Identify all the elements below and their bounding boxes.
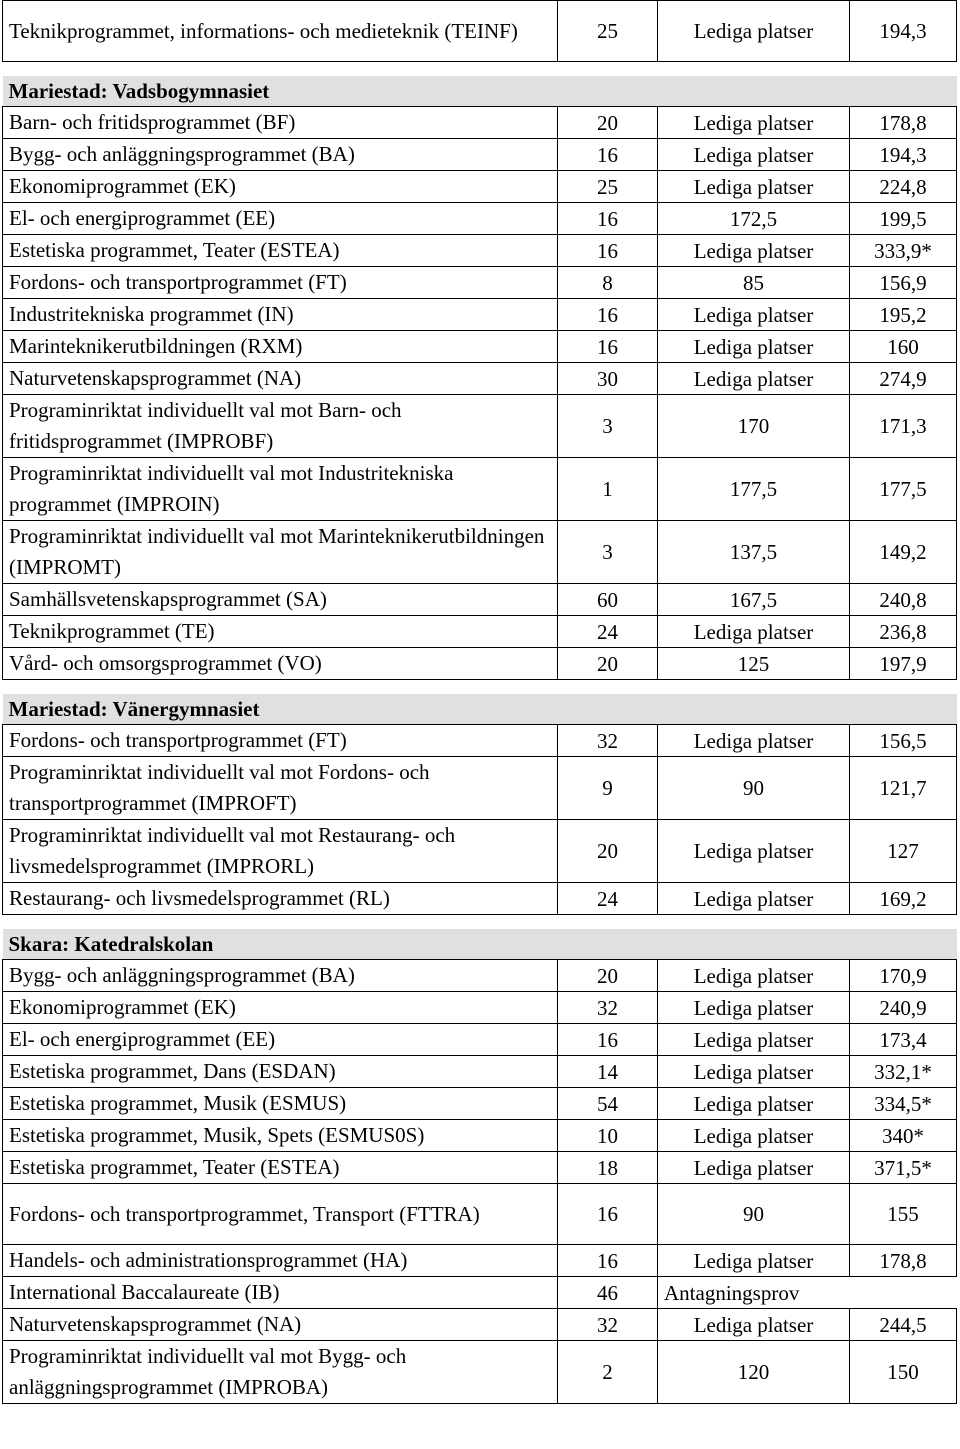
places-count-cell: 25 (558, 171, 658, 203)
median-score-cell: 371,5* (850, 1152, 957, 1184)
table-row (3, 883, 957, 915)
min-score-cell: Lediga platser (658, 1024, 850, 1056)
median-score-cell: 169,2 (850, 883, 957, 915)
min-score-cell: 125 (658, 648, 850, 680)
section-spacer (3, 680, 957, 695)
table-row (3, 1277, 957, 1309)
program-name-cell: Teknikprogrammet (TE) (3, 616, 558, 648)
program-name-cell: Programinriktat individuellt val mot Barn- och fritidsprogrammet (IMPROBF) (3, 395, 558, 458)
places-count-cell: 60 (558, 584, 658, 616)
min-score-cell: Lediga platser (658, 883, 850, 915)
median-score-cell: 197,9 (850, 648, 957, 680)
table-row (3, 616, 957, 648)
median-score-cell: 160 (850, 331, 957, 363)
min-score-cell: Lediga platser (658, 1309, 850, 1341)
program-name-cell: Industritekniska programmet (IN) (3, 299, 558, 331)
table-row (3, 1152, 957, 1184)
program-name-cell: Restaurang- och livsmedelsprogrammet (RL) (3, 883, 558, 915)
min-score-cell: Lediga platser (658, 107, 850, 139)
places-count-cell: 20 (558, 820, 658, 883)
places-count-cell: 20 (558, 960, 658, 992)
median-score-cell: 244,5 (850, 1309, 957, 1341)
admissions-document (2, 0, 958, 1404)
program-name-cell: Programinriktat individuellt val mot Fordons- och transportprogrammet (IMPROFT) (3, 757, 558, 820)
table-row (3, 107, 957, 139)
table-row (3, 1056, 957, 1088)
median-score-cell: 199,5 (850, 203, 957, 235)
min-score-cell: Lediga platser (658, 992, 850, 1024)
table-row (3, 363, 957, 395)
admissions-table-body (3, 1, 957, 1404)
table-row (3, 267, 957, 299)
table-row (3, 1120, 957, 1152)
places-count-cell: 20 (558, 107, 658, 139)
median-score-cell: 274,9 (850, 363, 957, 395)
program-name-cell: El- och energiprogrammet (EE) (3, 1024, 558, 1056)
table-row (3, 139, 957, 171)
min-score-cell: 172,5 (658, 203, 850, 235)
table-row (3, 331, 957, 363)
median-score-cell: 121,7 (850, 757, 957, 820)
median-score-cell: 127 (850, 820, 957, 883)
program-name-cell: Bygg- och anläggningsprogrammet (BA) (3, 139, 558, 171)
places-count-cell: 8 (558, 267, 658, 299)
table-row (3, 584, 957, 616)
median-score-cell: 177,5 (850, 458, 957, 521)
program-name-cell: Fordons- och transportprogrammet, Transport (FTTRA) (3, 1184, 558, 1245)
table-row (3, 299, 957, 331)
school-heading: Mariestad: Vadsbogymnasiet (3, 76, 957, 107)
min-score-cell: 90 (658, 1184, 850, 1245)
places-count-cell: 3 (558, 395, 658, 458)
places-count-cell: 16 (558, 1184, 658, 1245)
median-score-cell: 340* (850, 1120, 957, 1152)
school-heading-row (3, 76, 957, 107)
median-score-cell: 194,3 (850, 139, 957, 171)
table-row (3, 960, 957, 992)
admission-note-cell: Antagningsprov (658, 1277, 957, 1309)
places-count-cell: 3 (558, 521, 658, 584)
places-count-cell: 10 (558, 1120, 658, 1152)
places-count-cell: 25 (558, 1, 658, 62)
min-score-cell: 167,5 (658, 584, 850, 616)
min-score-cell: Lediga platser (658, 139, 850, 171)
places-count-cell: 16 (558, 235, 658, 267)
min-score-cell: Lediga platser (658, 1152, 850, 1184)
program-name-cell: Fordons- och transportprogrammet (FT) (3, 267, 558, 299)
min-score-cell: Lediga platser (658, 299, 850, 331)
table-row (3, 648, 957, 680)
program-name-cell: Bygg- och anläggningsprogrammet (BA) (3, 960, 558, 992)
median-score-cell: 240,9 (850, 992, 957, 1024)
table-row (3, 458, 957, 521)
median-score-cell: 156,5 (850, 725, 957, 757)
program-name-cell: Estetiska programmet, Musik (ESMUS) (3, 1088, 558, 1120)
min-score-cell: 177,5 (658, 458, 850, 521)
min-score-cell: Lediga platser (658, 1088, 850, 1120)
places-count-cell: 46 (558, 1277, 658, 1309)
median-score-cell: 236,8 (850, 616, 957, 648)
min-score-cell: Lediga platser (658, 235, 850, 267)
min-score-cell: Lediga platser (658, 363, 850, 395)
places-count-cell: 24 (558, 883, 658, 915)
program-name-cell: Ekonomiprogrammet (EK) (3, 992, 558, 1024)
places-count-cell: 9 (558, 757, 658, 820)
min-score-cell: Lediga platser (658, 171, 850, 203)
table-row (3, 1341, 957, 1404)
table-row (3, 1184, 957, 1245)
places-count-cell: 24 (558, 616, 658, 648)
section-spacer (3, 62, 957, 77)
places-count-cell: 32 (558, 725, 658, 757)
min-score-cell: 137,5 (658, 521, 850, 584)
min-score-cell: Lediga platser (658, 616, 850, 648)
program-name-cell: Marinteknikerutbildningen (RXM) (3, 331, 558, 363)
min-score-cell: 120 (658, 1341, 850, 1404)
places-count-cell: 18 (558, 1152, 658, 1184)
admissions-table (2, 0, 957, 1404)
program-name-cell: Vård- och omsorgsprogrammet (VO) (3, 648, 558, 680)
min-score-cell: Lediga platser (658, 1, 850, 62)
min-score-cell: Lediga platser (658, 331, 850, 363)
section-spacer (3, 915, 957, 930)
min-score-cell: Lediga platser (658, 960, 850, 992)
table-row (3, 1, 957, 62)
places-count-cell: 54 (558, 1088, 658, 1120)
program-name-cell: Estetiska programmet, Teater (ESTEA) (3, 1152, 558, 1184)
table-row (3, 757, 957, 820)
table-row (3, 725, 957, 757)
places-count-cell: 16 (558, 1245, 658, 1277)
table-row (3, 1088, 957, 1120)
program-name-cell: Teknikprogrammet, informations- och medieteknik (TEINF) (3, 1, 558, 62)
program-name-cell: International Baccalaureate (IB) (3, 1277, 558, 1309)
program-name-cell: Barn- och fritidsprogrammet (BF) (3, 107, 558, 139)
places-count-cell: 1 (558, 458, 658, 521)
median-score-cell: 334,5* (850, 1088, 957, 1120)
median-score-cell: 149,2 (850, 521, 957, 584)
median-score-cell: 171,3 (850, 395, 957, 458)
min-score-cell: Lediga platser (658, 1120, 850, 1152)
program-name-cell: Programinriktat individuellt val mot Bygg- och anläggningsprogrammet (IMPROBA) (3, 1341, 558, 1404)
table-row (3, 203, 957, 235)
median-score-cell: 332,1* (850, 1056, 957, 1088)
program-name-cell: Samhällsvetenskapsprogrammet (SA) (3, 584, 558, 616)
places-count-cell: 16 (558, 139, 658, 171)
median-score-cell: 240,8 (850, 584, 957, 616)
school-heading: Skara: Katedralskolan (3, 929, 957, 960)
median-score-cell: 178,8 (850, 107, 957, 139)
program-name-cell: Naturvetenskapsprogrammet (NA) (3, 363, 558, 395)
min-score-cell: Lediga platser (658, 725, 850, 757)
school-heading: Mariestad: Vänergymnasiet (3, 694, 957, 725)
table-row (3, 1024, 957, 1056)
min-score-cell: Lediga platser (658, 820, 850, 883)
places-count-cell: 2 (558, 1341, 658, 1404)
median-score-cell: 150 (850, 1341, 957, 1404)
program-name-cell: Estetiska programmet, Musik, Spets (ESMUS0S) (3, 1120, 558, 1152)
program-name-cell: Naturvetenskapsprogrammet (NA) (3, 1309, 558, 1341)
median-score-cell: 155 (850, 1184, 957, 1245)
min-score-cell: 85 (658, 267, 850, 299)
median-score-cell: 224,8 (850, 171, 957, 203)
min-score-cell: Lediga platser (658, 1245, 850, 1277)
program-name-cell: Estetiska programmet, Dans (ESDAN) (3, 1056, 558, 1088)
places-count-cell: 16 (558, 203, 658, 235)
table-row (3, 171, 957, 203)
program-name-cell: Ekonomiprogrammet (EK) (3, 171, 558, 203)
places-count-cell: 32 (558, 1309, 658, 1341)
places-count-cell: 16 (558, 331, 658, 363)
school-heading-row (3, 929, 957, 960)
median-score-cell: 333,9* (850, 235, 957, 267)
table-row (3, 1245, 957, 1277)
places-count-cell: 30 (558, 363, 658, 395)
program-name-cell: Estetiska programmet, Teater (ESTEA) (3, 235, 558, 267)
table-row (3, 992, 957, 1024)
median-score-cell: 194,3 (850, 1, 957, 62)
places-count-cell: 20 (558, 648, 658, 680)
median-score-cell: 178,8 (850, 1245, 957, 1277)
program-name-cell: Fordons- och transportprogrammet (FT) (3, 725, 558, 757)
min-score-cell: 170 (658, 395, 850, 458)
table-row (3, 1309, 957, 1341)
program-name-cell: Programinriktat individuellt val mot Industritekniska programmet (IMPROIN) (3, 458, 558, 521)
places-count-cell: 32 (558, 992, 658, 1024)
median-score-cell: 195,2 (850, 299, 957, 331)
program-name-cell: Programinriktat individuellt val mot Restaurang- och livsmedelsprogrammet (IMPRORL) (3, 820, 558, 883)
min-score-cell: Lediga platser (658, 1056, 850, 1088)
school-heading-row (3, 694, 957, 725)
table-row (3, 235, 957, 267)
program-name-cell: Programinriktat individuellt val mot Marinteknikerutbildningen (IMPROMT) (3, 521, 558, 584)
median-score-cell: 170,9 (850, 960, 957, 992)
table-row (3, 395, 957, 458)
median-score-cell: 173,4 (850, 1024, 957, 1056)
table-row (3, 521, 957, 584)
program-name-cell: Handels- och administrationsprogrammet (HA) (3, 1245, 558, 1277)
places-count-cell: 14 (558, 1056, 658, 1088)
median-score-cell: 156,9 (850, 267, 957, 299)
table-row (3, 820, 957, 883)
min-score-cell: 90 (658, 757, 850, 820)
places-count-cell: 16 (558, 1024, 658, 1056)
program-name-cell: El- och energiprogrammet (EE) (3, 203, 558, 235)
places-count-cell: 16 (558, 299, 658, 331)
